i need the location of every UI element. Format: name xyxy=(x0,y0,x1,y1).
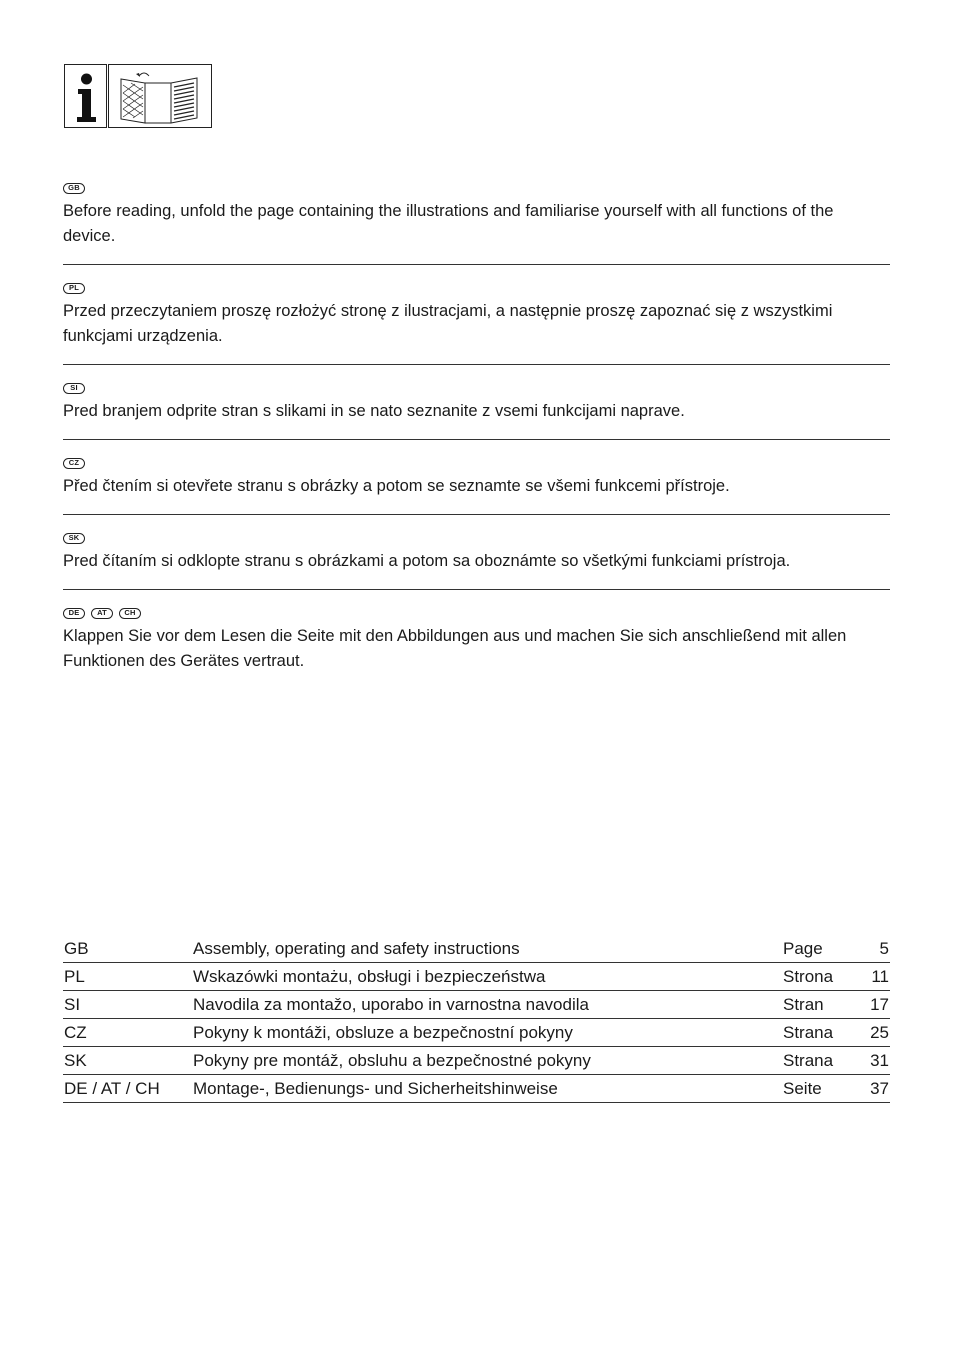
toc-page-label: Seite xyxy=(783,1079,822,1098)
toc-title: Wskazówki montażu, obsługi i bezpieczeństwa xyxy=(193,967,546,986)
table-of-contents xyxy=(63,936,890,1103)
language-badge-pl: PL xyxy=(63,283,85,294)
info-icon xyxy=(64,64,107,128)
note-text: Pred branjem odprite stran s slikami in se nato seznanite z vsemi funkcijami naprave. xyxy=(63,402,685,420)
note-text: Before reading, unfold the page containing the illustrations and familiarise yourself with all functions of the device. xyxy=(63,202,834,245)
language-badge-sk: SK xyxy=(63,533,85,544)
divider xyxy=(63,364,890,365)
toc-language-code: PL xyxy=(64,967,85,986)
language-codes xyxy=(63,455,890,471)
note-gb xyxy=(63,180,890,249)
note-text: Před čtením si otevřete stranu s obrázky a potom se seznamte se všemi funkcemi přístroje. xyxy=(63,477,730,495)
language-codes xyxy=(63,180,890,196)
note-text: Klappen Sie vor dem Lesen die Seite mit den Abbildungen aus und machen Sie sich anschließend mit allen Funktionen des Gerätes vertraut. xyxy=(63,627,847,670)
divider xyxy=(63,514,890,515)
divider xyxy=(63,439,890,440)
unfold-pages-icon xyxy=(108,64,212,128)
note-sk xyxy=(63,530,890,574)
toc-title: Pokyny k montáži, obsluze a bezpečnostní pokyny xyxy=(193,1023,573,1042)
language-codes xyxy=(63,530,890,546)
note-si xyxy=(63,380,890,424)
language-codes xyxy=(63,605,890,621)
toc-page-number: 25 xyxy=(870,1023,889,1042)
toc-page-label: Page xyxy=(783,939,823,958)
toc-page-label: Strona xyxy=(783,967,834,986)
toc-row-de-at-ch xyxy=(63,1076,890,1103)
toc-row-cz xyxy=(63,1020,890,1047)
note-text: Przed przeczytaniem proszę rozłożyć stronę z ilustracjami, a następnie proszę zapoznać się z wszystkimi funkcjami urządzenia. xyxy=(63,302,833,345)
divider xyxy=(63,589,890,590)
toc-row-pl xyxy=(63,964,890,991)
toc-title: Navodila za montažo, uporabo in varnostna navodila xyxy=(193,995,589,1014)
divider xyxy=(63,264,890,265)
language-badge-gb: GB xyxy=(63,183,85,194)
toc-page-number: 37 xyxy=(870,1079,889,1098)
toc-page-number: 11 xyxy=(871,967,889,986)
language-badge-at: AT xyxy=(91,608,113,619)
toc-title: Assembly, operating and safety instructions xyxy=(193,939,520,958)
language-codes xyxy=(63,280,890,296)
language-badge-de: DE xyxy=(63,608,85,619)
toc-row-sk xyxy=(63,1048,890,1075)
toc-page-label: Strana xyxy=(783,1023,834,1042)
language-codes xyxy=(63,380,890,396)
note-pl xyxy=(63,280,890,349)
toc-page-label: Stran xyxy=(783,995,824,1014)
note-text: Pred čítaním si odklopte stranu s obrázkami a potom sa oboznámte so všetkými funkciami prístroja. xyxy=(63,552,791,570)
toc-language-code: GB xyxy=(64,939,89,958)
toc-title: Montage-, Bedienungs- und Sicherheitshinweise xyxy=(193,1079,558,1098)
toc-page-number: 17 xyxy=(870,995,889,1014)
language-badge-ch: CH xyxy=(119,608,141,619)
toc-page-number: 5 xyxy=(879,939,889,958)
note-cz xyxy=(63,455,890,499)
toc-title: Pokyny pre montáž, obsluhu a bezpečnostné pokyny xyxy=(193,1051,591,1070)
language-badge-cz: CZ xyxy=(63,458,85,469)
toc-page-number: 31 xyxy=(870,1051,889,1070)
toc-language-code: SI xyxy=(64,995,81,1014)
language-badge-si: SI xyxy=(63,383,85,394)
note-de-at-ch xyxy=(63,605,890,674)
toc-language-code: DE / AT / CH xyxy=(64,1079,160,1098)
toc-row-si xyxy=(63,992,890,1019)
toc-language-code: SK xyxy=(64,1051,87,1070)
toc-page-label: Strana xyxy=(783,1051,834,1070)
toc-language-code: CZ xyxy=(64,1023,87,1042)
toc-row-gb xyxy=(63,936,890,963)
